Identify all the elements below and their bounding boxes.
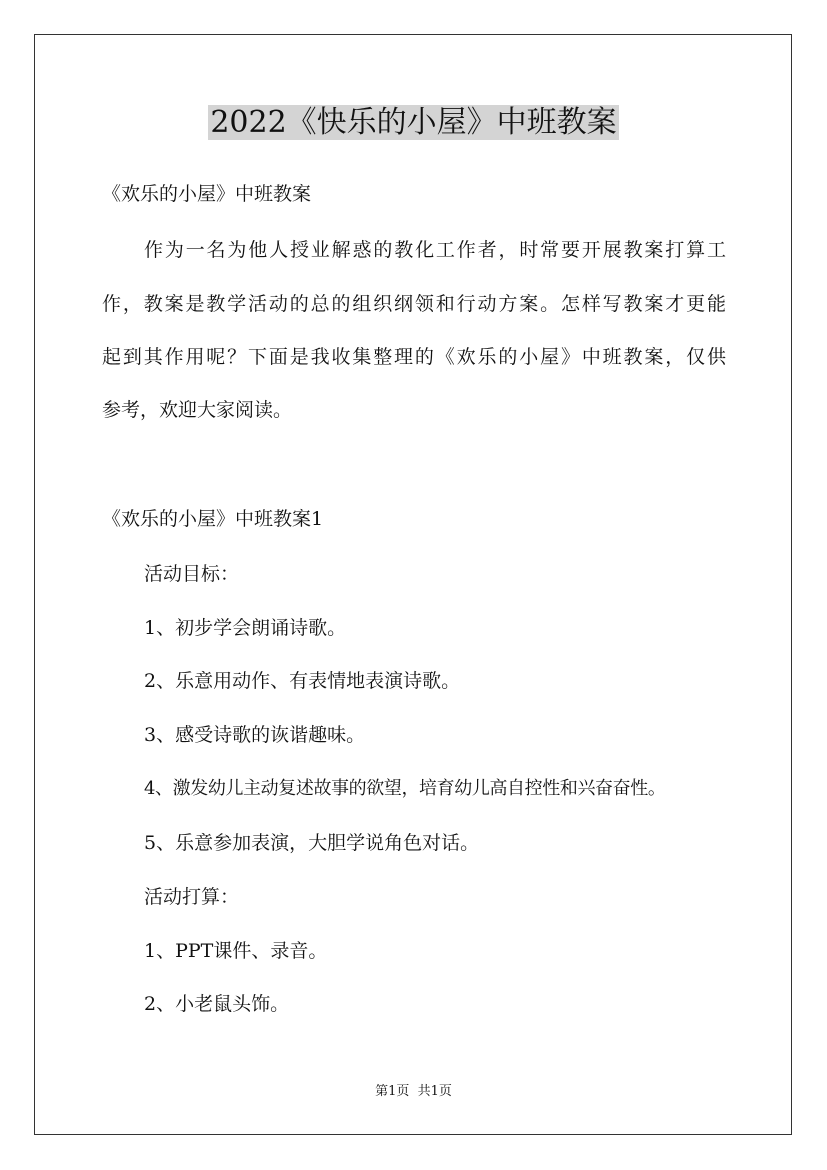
document-title-text: 2022《快乐的小屋》中班教案: [210, 105, 617, 140]
intro-line-4: 参考，欢迎大家阅读。: [102, 399, 293, 421]
goal-item-5: 5、乐意参加表演，大胆学说角色对话。: [144, 832, 480, 854]
prep-item-2: 2、小老鼠头饰。: [144, 993, 290, 1015]
page-footer: [0, 1082, 827, 1102]
prep-item-1: 1、PPT课件、录音。: [144, 940, 328, 962]
section-heading: 《欢乐的小屋》中班教案1: [102, 508, 324, 530]
intro-line-2: 作，教案是教学活动的总的组织纲领和行动方案。怎样写教案才更能: [102, 293, 726, 315]
goal-item-2: 2、乐意用动作、有表情地表演诗歌。: [144, 670, 461, 692]
page-total: 共1页: [417, 1084, 452, 1099]
goals-heading: 活动目标：: [144, 563, 240, 585]
prep-heading: 活动打算：: [144, 886, 240, 908]
page-number: 第1页: [375, 1084, 410, 1099]
document-title: [0, 101, 827, 145]
document-subtitle: 《欢乐的小屋》中班教案: [102, 183, 312, 205]
goal-item-4: 4、激发幼儿主动复述故事的欲望，培育幼儿高自控性和兴奋奋性。: [144, 778, 666, 799]
goal-item-3: 3、感受诗歌的诙谐趣味。: [144, 724, 366, 746]
intro-line-3: 起到其作用呢？下面是我收集整理的《欢乐的小屋》中班教案，仅供: [102, 346, 726, 368]
intro-line-1: 作为一名为他人授业解惑的教化工作者，时常要开展教案打算工: [144, 239, 726, 261]
goal-item-1: 1、初步学会朗诵诗歌。: [144, 617, 347, 639]
